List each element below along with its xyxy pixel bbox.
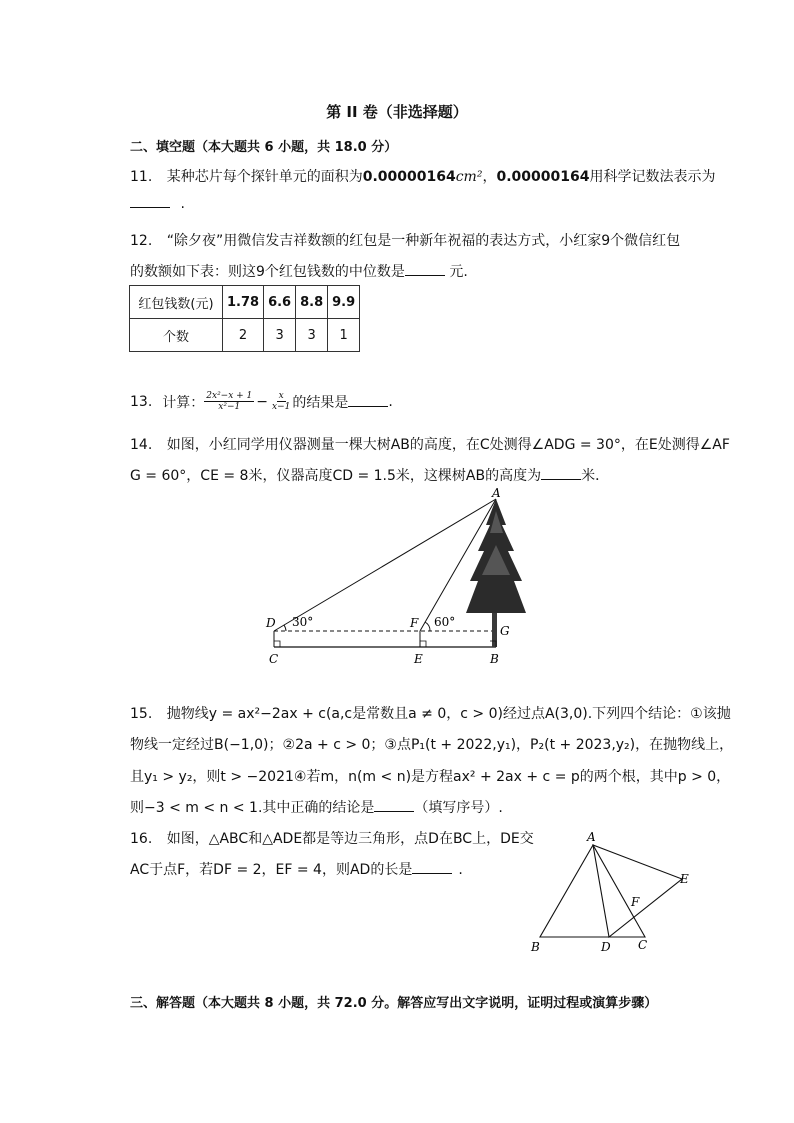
label-d: D <box>266 616 276 630</box>
question-number: 16. <box>130 831 153 847</box>
question-text: G = 60°，CE = 8米，仪器高度CD = 1.5米，这棵树AB的高度为 <box>130 468 542 484</box>
label-d: D <box>601 940 611 954</box>
question-text: 物线一定经过B(−1,0)；②2a + c > 0；③点P₁(t + 2022,y₁)，P₂(t + 2023,y₂)，在抛物线上， <box>130 737 734 753</box>
question-13 <box>130 391 393 412</box>
label-a: A <box>492 486 501 500</box>
question-12-line2 <box>130 261 468 281</box>
question-11 <box>130 166 715 186</box>
question-14 <box>130 434 730 454</box>
math-value: 0.00000164 <box>496 169 590 185</box>
right-angle-mark <box>274 641 280 647</box>
question-text: 的结果是 <box>292 394 349 411</box>
label-f: F <box>410 616 419 630</box>
table-header-cell: 个数 <box>130 319 223 352</box>
question-12 <box>130 230 680 250</box>
question-14-line2 <box>130 465 609 485</box>
label-c: C <box>638 938 648 952</box>
label-g: G <box>500 624 510 638</box>
question-text: 计算： <box>162 394 205 411</box>
table-cell: 1 <box>328 319 360 352</box>
math-value: 0.00000164 <box>362 169 456 185</box>
math-unit: cm² <box>455 169 483 185</box>
question-text: AC于点F，若DF = 2，EF = 4，则AD的长是 <box>130 862 413 878</box>
fraction-denominator: x²−1 <box>218 402 241 412</box>
label-e: E <box>680 872 689 886</box>
question-text: 米． <box>581 468 610 484</box>
question-number: 13. <box>130 393 153 410</box>
answer-blank[interactable] <box>348 396 388 407</box>
table-cell: 2 <box>223 319 264 352</box>
question-text: 抛物线y = ax²−2ax + c(a,c是常数且a ≠ 0，c > 0)经过点A(3,0).下列四个结论：①该抛 <box>166 706 731 722</box>
question-text: . <box>458 862 463 878</box>
question-text: 某种芯片每个探针单元的面积为 <box>166 169 363 185</box>
question-15 <box>130 703 731 723</box>
red-envelope-table <box>129 285 360 352</box>
question-16-line2 <box>130 859 463 879</box>
fraction-numerator: 2x²−x + 1 <box>206 391 253 401</box>
table-cell: 3 <box>296 319 328 352</box>
answer-blank[interactable] <box>405 265 445 276</box>
label-b: B <box>531 940 540 954</box>
triangle-figure <box>525 825 705 960</box>
question-text: . <box>388 393 393 410</box>
question-text: 的数额如下表：则这9个红包钱数的中位数是 <box>130 264 405 280</box>
question-number: 14. <box>130 437 153 453</box>
table-cell: 8.8 <box>296 286 328 319</box>
section-answer-header: 三、解答题（本大题共 8 小题，共 72.0 分。解答应写出文字说明，证明过程或演算步骤） <box>130 996 658 1011</box>
question-11-answer-line <box>130 196 185 212</box>
angle-label-60: 60° <box>434 615 456 629</box>
question-text: 如图，△ABC和△ADE都是等边三角形，点D在BC上，DE交 <box>166 831 534 847</box>
answer-blank[interactable] <box>374 801 414 812</box>
minus-sign: − <box>256 393 269 410</box>
label-c: C <box>269 652 279 666</box>
question-number: 15. <box>130 706 153 722</box>
right-angle-mark <box>420 641 426 647</box>
question-15-line3 <box>130 766 730 786</box>
answer-blank[interactable] <box>130 197 170 208</box>
fraction <box>270 391 292 412</box>
fraction-numerator: x <box>278 391 284 401</box>
section-fill-blank-header: 二、填空题（本大题共 6 小题，共 18.0 分） <box>130 140 398 155</box>
angle-arc <box>425 622 430 631</box>
tree-icon <box>466 499 526 647</box>
fraction <box>204 391 254 412</box>
tree-measurement-figure <box>260 485 530 670</box>
question-15-line4 <box>130 797 503 817</box>
table-cell: 6.6 <box>264 286 296 319</box>
question-text: . <box>180 196 185 212</box>
label-e: E <box>414 652 423 666</box>
answer-blank[interactable] <box>412 863 452 874</box>
answer-blank[interactable] <box>541 469 581 480</box>
question-text: 元. <box>449 264 468 280</box>
angle-label-30: 30° <box>292 615 314 629</box>
question-text: 则−3 < m < n < 1.其中正确的结论是 <box>130 800 375 816</box>
question-text: “除夕夜”用微信发吉祥数额的红包是一种新年祝福的表达方式，小红家9个微信红包 <box>166 233 681 249</box>
question-text: 且y₁ > y₂，则t > −2021④若m，n(m < n)是方程ax² + 2ax + c = p的两个根，其中p > 0， <box>130 769 731 785</box>
question-text: ， <box>482 169 497 185</box>
question-number: 12. <box>130 233 153 249</box>
table-header-cell: 红包钱数(元) <box>130 286 223 319</box>
table-cell: 1.78 <box>223 286 264 319</box>
question-text: （填写序号）. <box>414 800 503 816</box>
question-text: 用科学记数法表示为 <box>589 169 716 185</box>
label-b: B <box>490 652 499 666</box>
table-row <box>130 286 360 319</box>
sight-line-da <box>274 499 496 631</box>
label-f: F <box>631 895 640 909</box>
question-text: 如图，小红同学用仪器测量一棵大树AB的高度，在C处测得∠ADG = 30°，在E处测得∠AF <box>166 437 730 453</box>
table-cell: 9.9 <box>328 286 360 319</box>
page-title: 第 II 卷（非选择题） <box>326 103 468 121</box>
fraction-denominator: x−1 <box>272 402 291 412</box>
question-15-line2 <box>130 734 733 754</box>
angle-arc <box>284 625 286 631</box>
table-cell: 3 <box>264 319 296 352</box>
table-row <box>130 319 360 352</box>
question-number: 11. <box>130 169 153 185</box>
question-16 <box>130 828 534 848</box>
label-a: A <box>587 830 596 844</box>
